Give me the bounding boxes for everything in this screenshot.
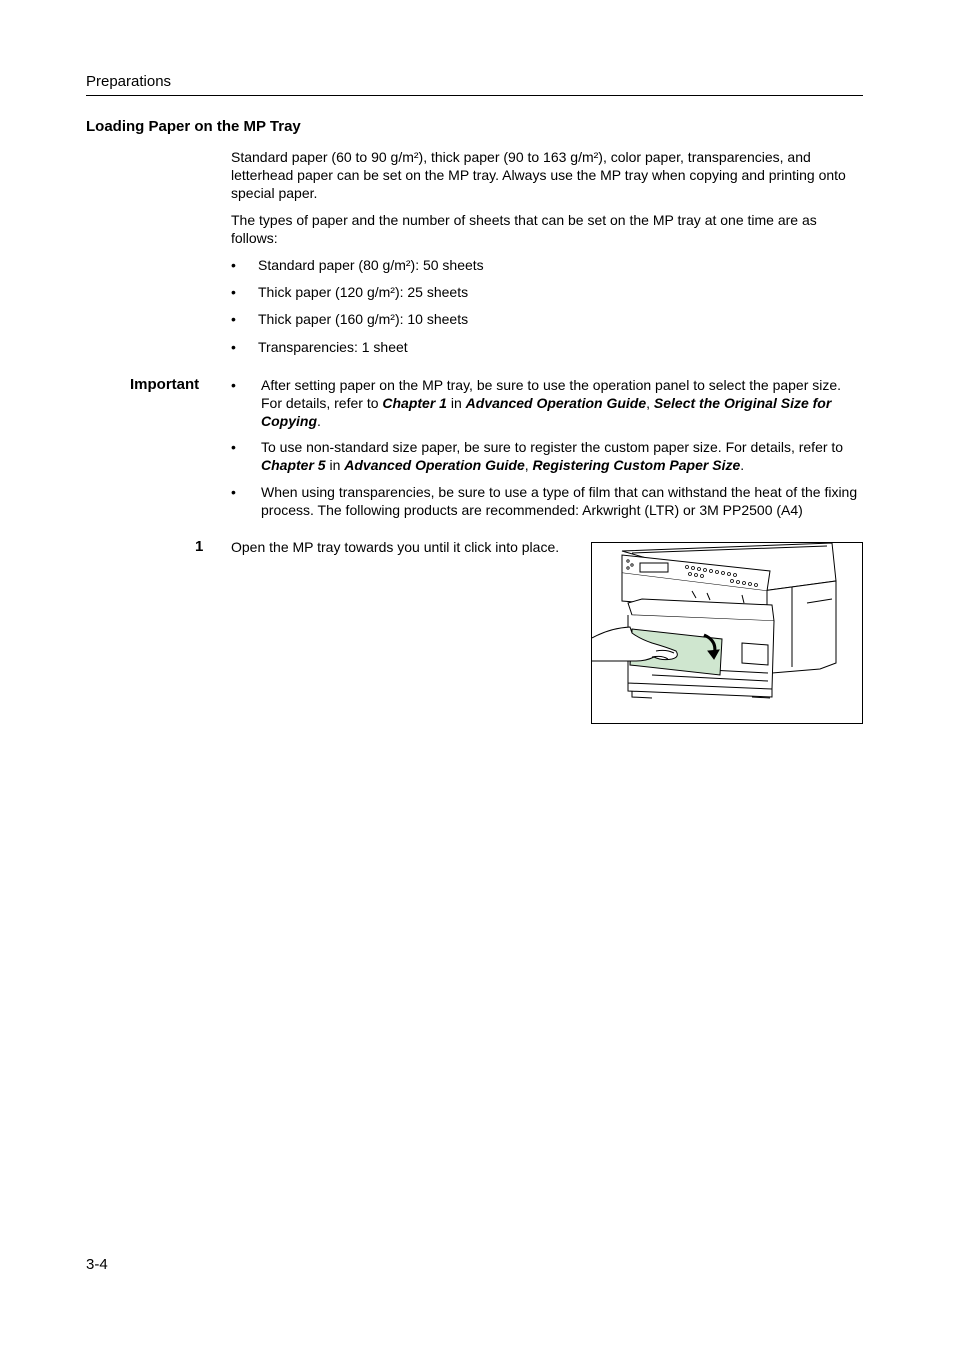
intro-paragraph-2: The types of paper and the number of sheets that can be set on the MP tray at one time are as follows:: [231, 212, 817, 246]
copier-icon: [592, 543, 862, 723]
paper-list-item-text: Thick paper (160 g/m²): 10 sheets: [258, 311, 469, 327]
running-header: Preparations: [86, 73, 172, 90]
important-item-text: When using transparencies, be sure to use a type of film that can withstand the heat of the fixing process. The following products are recommended: Arkwright (LTR) or 3M PP2500 (A4): [261, 484, 858, 518]
guide-reference: Advanced Operation Guide: [465, 395, 647, 411]
copier-mp-tray-illustration: [591, 542, 863, 724]
important-label: Important: [130, 376, 200, 393]
paper-list-item-text: Thick paper (120 g/m²): 25 sheets: [258, 284, 469, 300]
bullet: •: [231, 377, 236, 393]
topic-reference: Select the Original Size for Copying: [261, 395, 832, 429]
intro-paragraph-1: Standard paper (60 to 90 g/m²), thick paper (90 to 163 g/m²), color paper, transparencies, and letterhead paper can be set on the MP tray. Always use the MP tray when copying and printing onto special paper.: [231, 149, 846, 201]
important-item-text: After setting paper on the MP tray, be sure to use the operation panel to select the paper size. For details, refer to Chapter 1 in Advanced Operation Guide, Select the Original Size for Copying.: [261, 377, 842, 429]
bullet: •: [231, 439, 236, 455]
guide-reference: Advanced Operation Guide: [344, 457, 525, 473]
step-text: Open the MP tray towards you until it click into place.: [231, 539, 560, 555]
bullet: •: [231, 284, 236, 300]
paper-list-item-text: Standard paper (80 g/m²): 50 sheets: [258, 257, 484, 273]
paper-list-item-text: Transparencies: 1 sheet: [258, 339, 408, 355]
bullet: •: [231, 339, 236, 355]
chapter-reference: Chapter 1: [382, 395, 447, 411]
important-item-text: To use non-standard size paper, be sure to register the custom paper size. For details, refer to Chapter 5 in Advanced Operation Guide, Registering Custom Paper Size.: [261, 439, 844, 473]
bullet: •: [231, 311, 236, 327]
bullet: •: [231, 257, 236, 273]
chapter-reference: Chapter 5: [261, 457, 326, 473]
page-number: 3-4: [86, 1256, 108, 1273]
step-number: 1: [195, 538, 204, 555]
bullet: •: [231, 484, 236, 500]
topic-reference: Registering Custom Paper Size: [532, 457, 741, 473]
header-rule: [86, 95, 863, 96]
section-title: Loading Paper on the MP Tray: [86, 118, 301, 135]
